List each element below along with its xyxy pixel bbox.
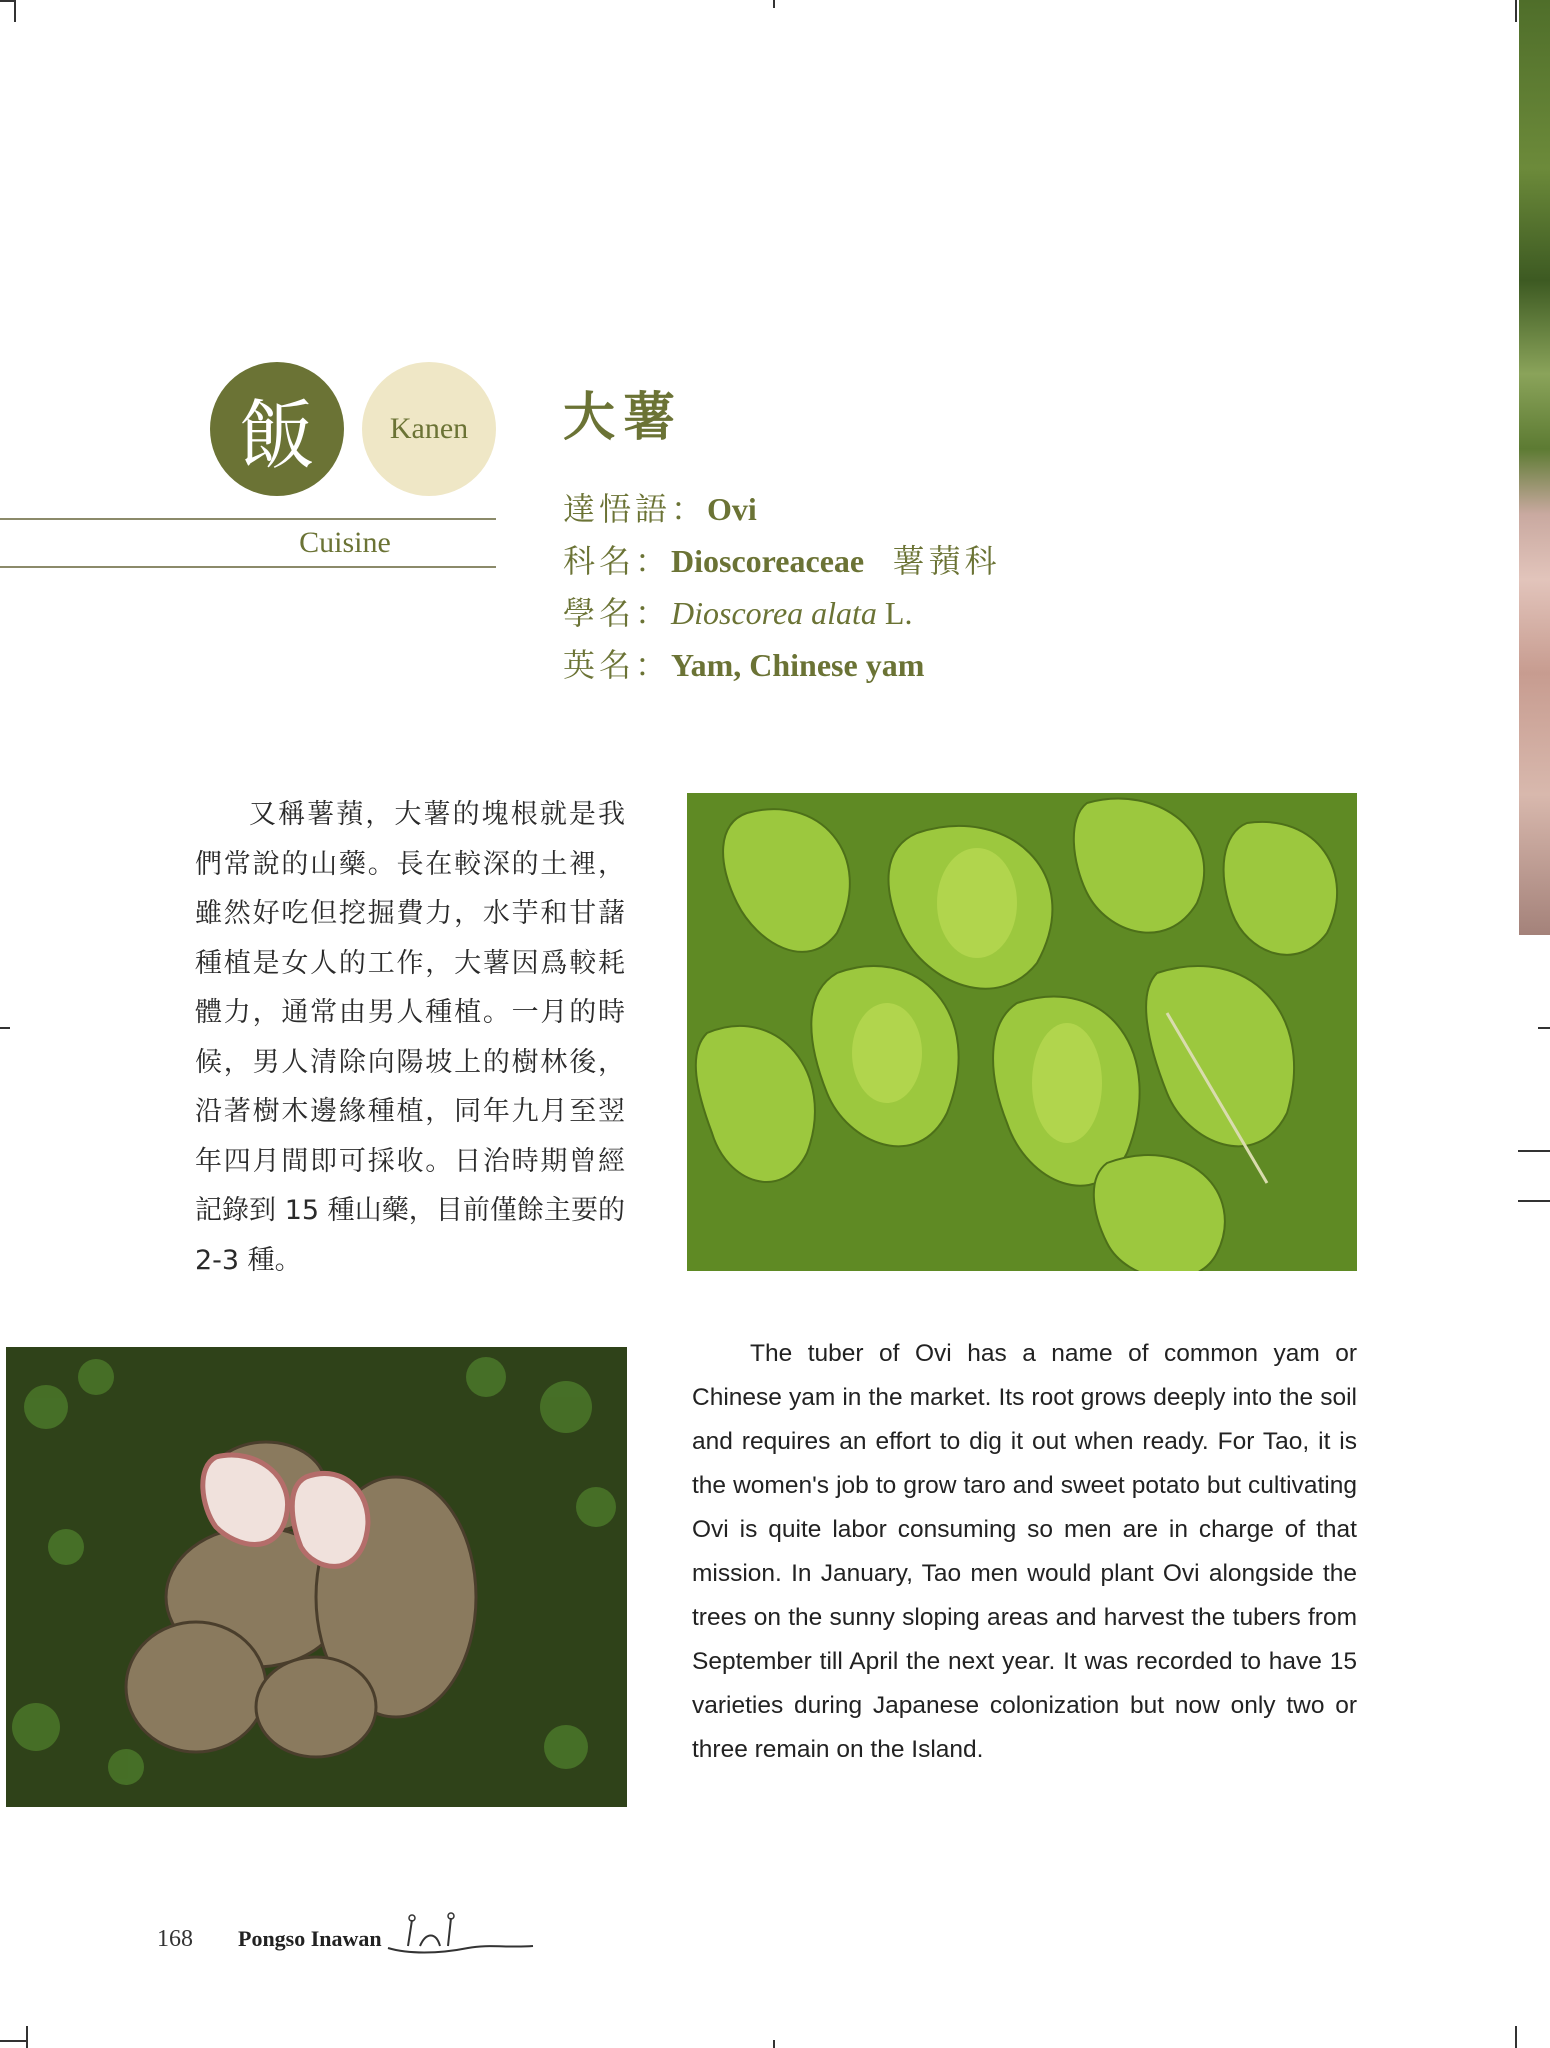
info-value: L.: [876, 595, 913, 631]
info-label: 科名：: [563, 542, 672, 580]
yam-leaves-photo: [687, 793, 1357, 1271]
section-badge-word: [362, 362, 496, 496]
page-number: 168: [157, 1926, 193, 1952]
english-paragraph: The tuber of Ovi has a name of common yam or Chinese yam in the market. Its root grows deeply into the soil and requires an effort to dig it out when ready. For Tao, it is the women's job to grow taro and sweet potato but cultivating Ovi is quite labor consuming so men are in charge of that mission. In January, Tao men would plant Ovi alongside the trees on the sunny sloping areas and harvest the tubers from September till April the next year. It was recorded to have 15 varieties during Japanese colonization but now only two or three remain on the Island.: [692, 1340, 1357, 1763]
crop-mark: [773, 2040, 775, 2048]
chinese-paragraph: 又稱薯蕷，大薯的塊根就是我們常說的山藥。長在較深的土裡，雖然好吃但挖掘費力，水芋和甘藷種植是女人的工作，大薯因爲較耗體力，通常由男人種植。一月的時候，男人清除向陽坡上的樹林後，沿著樹木邊緣種植，同年九月至翌年四月間即可採收。日治時期曾經記錄到 15 種山藥，目前僅餘主要的 2-3 種。: [195, 799, 625, 1276]
crop-mark: [14, 0, 16, 22]
crop-mark: [0, 2040, 28, 2042]
info-label: 達悟語：: [563, 490, 708, 528]
info-line-family: [563, 536, 1000, 582]
leaves-illustration: [687, 793, 1357, 1271]
crop-mark: [773, 0, 775, 8]
crop-mark: [1518, 1200, 1550, 1202]
info-value: Yam, Chinese yam: [671, 647, 925, 683]
crop-mark: [1515, 2026, 1517, 2048]
crop-mark: [26, 2026, 28, 2048]
info-value: Dioscoreaceae: [671, 543, 865, 579]
facing-page-photo-edge: [1519, 0, 1550, 935]
yam-tubers-photo: [6, 1347, 627, 1807]
info-value: Ovi: [707, 491, 757, 527]
badge-word: Kanen: [389, 412, 469, 445]
badge-char: 飯: [239, 390, 315, 480]
info-value-italic: Dioscorea alata: [671, 595, 877, 631]
info-label: 學名：: [563, 594, 672, 632]
book-title: Pongso Inawan: [238, 1926, 382, 1951]
crop-mark: [1518, 1150, 1550, 1152]
canoe-icon: [378, 1908, 538, 1960]
section-badge-char: [210, 362, 344, 496]
info-line-english-name: [563, 640, 924, 686]
info-label: 英名：: [563, 646, 672, 684]
crop-mark: [0, 1027, 10, 1029]
page-title: 大薯: [563, 387, 684, 448]
divider-bottom: [0, 566, 496, 568]
info-extra: 薯蕷科: [864, 542, 1001, 580]
info-line-scientific-name: [563, 588, 912, 634]
divider-top: [0, 518, 496, 520]
section-label: Cuisine: [299, 526, 391, 559]
tubers-illustration: [6, 1347, 627, 1807]
canoe-logo: [378, 1908, 538, 1960]
info-line-tao-name: [563, 484, 757, 530]
crop-mark: [1538, 1027, 1550, 1029]
crop-mark: [1515, 0, 1517, 22]
